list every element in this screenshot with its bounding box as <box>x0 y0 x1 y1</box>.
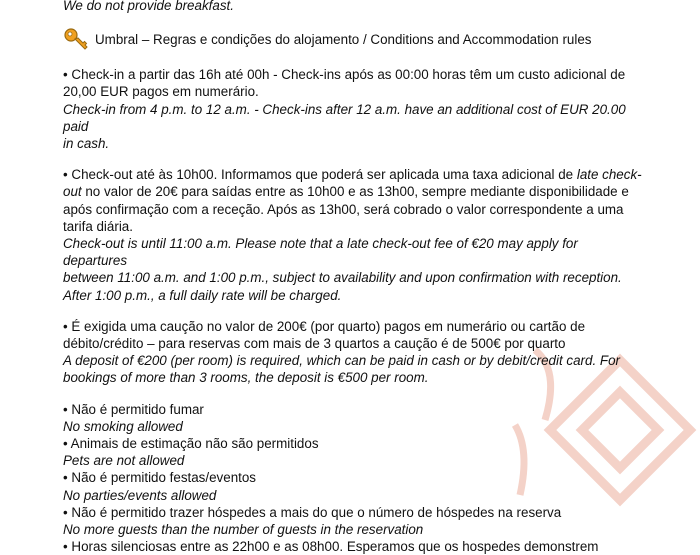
checkout-pt-line1-italic: late check- <box>576 167 642 183</box>
checkout-en-line3: After 1:00 p.m., a full daily rate will be charged. <box>63 287 342 303</box>
document-content <box>63 0 643 555</box>
checkout-pt-line4: tarifa diária. <box>63 218 133 234</box>
rule-extra-guests-pt: • Não é permitido trazer hóspedes a mais do que o número de hóspedes na reserva <box>63 504 562 520</box>
quiet-hours-pt-line1: • Horas silenciosas entre as 22h00 e as 08h00. Esperamos que os hospedes demonstrem <box>63 539 599 555</box>
deposit-pt-line1: • É exigida uma caução no valor de 200€ (por quarto) pagos em numerário ou cartão de <box>63 318 586 334</box>
checkin-en-line2: in cash. <box>63 136 110 152</box>
checkout-pt-line1 <box>63 166 643 183</box>
rule-extra-guests-en: No more guests than the number of guests in the reservation <box>63 522 424 538</box>
rule-no-smoking-pt: • Não é permitido fumar <box>63 401 204 417</box>
rules-heading <box>63 26 643 52</box>
checkin-pt-line1: • Check-in a partir das 16h até 00h - Check-ins após as 00:00 horas têm um custo adicional de <box>63 67 626 83</box>
deposit-en-line2: bookings of more than 3 rooms, the deposit is €500 per room. <box>63 370 429 386</box>
checkout-en-line1: Check-out is until 11:00 a.m. Please note that a late check-out fee of €20 may apply for departures <box>63 236 578 269</box>
rule-no-smoking-en: No smoking allowed <box>63 418 183 434</box>
checkout-en-line2: between 11:00 a.m. and 1:00 p.m., subject to availability and upon confirmation with reception. <box>63 270 622 286</box>
rule-no-parties-pt: • Não é permitido festas/eventos <box>63 470 257 486</box>
checkin-en-line1: Check-in from 4 p.m. to 12 a.m. - Check-ins after 12 a.m. have an additional cost of EUR 20.00 paid <box>63 101 626 134</box>
breakfast-note: We do not provide breakfast. <box>63 0 234 13</box>
checkout-pt-line2-italic: out <box>63 184 82 200</box>
rule-no-parties-en: No parties/events allowed <box>63 487 217 503</box>
checkout-pt-line2-text: no valor de 20€ para saídas entre as 10h00 e as 13h00, sempre mediante disponibilidade e <box>81 184 629 200</box>
rule-no-pets-pt: • Animais de estimação não são permitidos <box>63 436 319 452</box>
checkout-pt-line3: após confirmação com a receção. Após as 13h00, será cobrado o valor correspondente a uma <box>63 201 624 217</box>
deposit-pt-line2: débito/crédito – para reservas com mais de 3 quartos a caução é de 500€ por quarto <box>63 336 566 352</box>
rule-no-pets-en: Pets are not allowed <box>63 453 185 469</box>
key-icon <box>63 26 89 52</box>
deposit-en-line1: A deposit of €200 (per room) is required, which can be paid in cash or by debit/credit card. For <box>63 353 620 369</box>
checkout-pt-line1-text: • Check-out até às 10h00. Informamos que poderá ser aplicada uma taxa adicional de <box>63 167 577 183</box>
rules-heading-text: Umbral – Regras e condições do alojamento / Conditions and Accommodation rules <box>95 31 592 47</box>
checkin-pt-line2: 20,00 EUR pagos em numerário. <box>63 84 259 100</box>
checkout-pt-line2 <box>63 183 643 200</box>
